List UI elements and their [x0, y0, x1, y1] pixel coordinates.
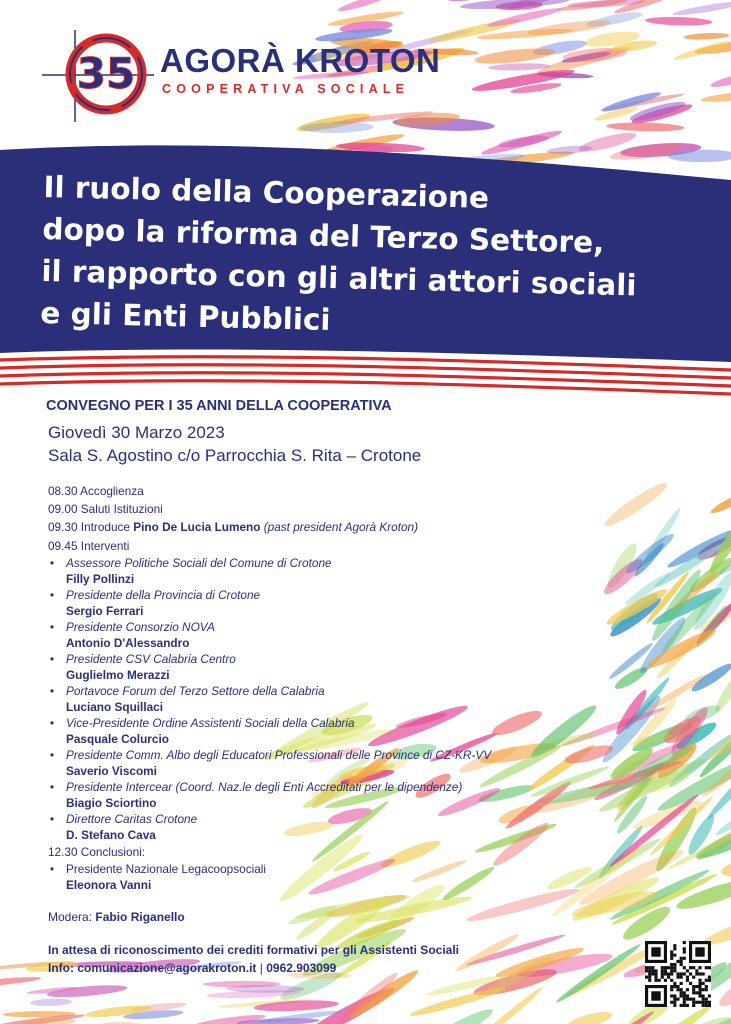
speaker-name: Biagio Sciortino	[66, 795, 157, 810]
title-line-1: Il ruolo della Cooperazione	[43, 169, 490, 215]
speaker-role: • Vice-Presidente Ordine Assistenti Sociali della Calabria	[48, 715, 528, 731]
speaker-role: • Presidente Consorzio NOVA	[48, 619, 528, 635]
speaker-role: • Presidente Intercear (Coord. Naz.le degli Enti Accreditati per le dipendenze)	[48, 779, 528, 795]
program-schedule	[48, 482, 528, 893]
contact-label: Info:	[48, 961, 74, 975]
contact-separator: |	[259, 961, 263, 975]
event-venue: Sala S. Agostino c/o Parrocchia S. Rita – Crotone	[48, 446, 422, 465]
title-line-2: dopo la riforma del Terzo Settore,	[42, 211, 605, 260]
speaker-role: • Presidente CSV Calabria Centro	[48, 651, 528, 667]
program-introduction	[48, 518, 528, 536]
speaker-name: Filly Pollinzi	[66, 571, 135, 586]
speaker-role: • Presidente della Provincia di Crotone	[48, 587, 528, 603]
speaker-name: Saverio Viscomi	[66, 763, 157, 778]
moderator-label: Modera:	[48, 910, 93, 924]
intro-speaker-note: (past president Agorà Kroton)	[263, 520, 419, 535]
event-date: Giovedì 30 Marzo 2023	[48, 423, 225, 442]
speaker-name: Sergio Ferrari	[66, 603, 144, 618]
speaker-role: • Direttore Caritas Crotone	[48, 811, 528, 827]
intro-time-label: 09.30 Introduce	[48, 520, 130, 535]
credits-note: In attesa di riconoscimento dei crediti formativi per gli Assistenti Sociali	[48, 943, 459, 957]
logo-number: 35	[76, 49, 136, 98]
moderator-line	[48, 910, 185, 924]
title-line-4: e gli Enti Pubblici	[39, 295, 331, 338]
conclusion-name: Eleonora Vanni	[66, 877, 152, 892]
qr-code-icon[interactable]	[645, 941, 711, 1007]
organization-logo	[42, 30, 442, 125]
program-talks-heading: 09.45 Interventi	[48, 538, 130, 553]
speaker-name: Pasquale Colurcio	[66, 731, 169, 746]
title-line-3: il rapporto con gli altri attori sociali	[41, 253, 637, 303]
footer-info	[48, 941, 459, 977]
moderator-name: Fabio Riganello	[95, 910, 185, 924]
logo-subtitle: COOPERATIVA SOCIALE	[162, 82, 410, 96]
logo-name: AGORÀ KROTON	[160, 42, 441, 79]
contact-email-link[interactable]: comunicazione@agorakroton.it	[77, 961, 257, 975]
intro-speaker-name: Pino De Lucia Lumeno	[133, 520, 261, 535]
speaker-name: D. Stefano Cava	[66, 827, 156, 842]
speaker-role: • Assessore Politiche Sociali del Comune di Crotone	[48, 555, 528, 571]
speaker-name: Guglielmo Merazzi	[66, 667, 170, 682]
contact-line	[48, 959, 459, 977]
event-heading: CONVEGNO PER I 35 ANNI DELLA COOPERATIVA	[46, 398, 392, 414]
speaker-name: Antonio D'Alessandro	[66, 635, 190, 650]
program-conclusions-heading: 12.30 Conclusioni:	[48, 844, 146, 859]
speaker-role: • Presidente Comm. Albo degli Educatori Professionali delle Province di CZ-KR-VV	[48, 747, 528, 763]
program-welcome: 08.30 Accoglienza	[48, 484, 144, 498]
page-title	[40, 166, 704, 350]
program-greetings: 09.00 Saluti Istituzioni	[48, 502, 163, 517]
conclusion-role: • Presidente Nazionale Legacoopsociali	[48, 861, 528, 877]
contact-phone: 0962.903099	[266, 961, 337, 975]
logo-mark-icon	[42, 30, 157, 125]
speaker-name: Luciano Squillaci	[66, 699, 164, 714]
speaker-role: • Portavoce Forum del Terzo Settore della Calabria	[48, 683, 528, 699]
